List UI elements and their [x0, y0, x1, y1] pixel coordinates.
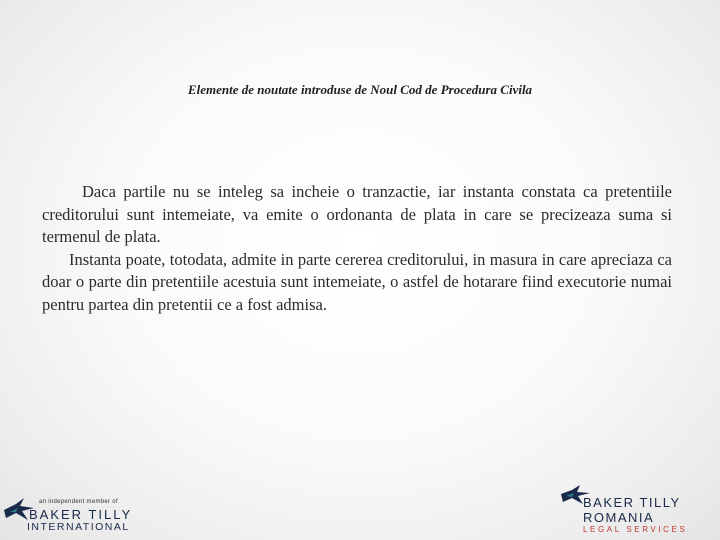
logo-right-line2: ROMANIA [583, 510, 655, 525]
paragraph-1: Daca partile nu se inteleg sa incheie o tranzactie, iar instanta constata ca pretentiile creditorului sunt intemeiate, va emite o ordonanta de plata in care se precizeaza suma si termenul de plata. [42, 182, 672, 246]
paragraph-2: Instanta poate, totodata, admite in parte cererea creditorului, in masura in care apreciaza ca doar o parte din pretentiile acestuia sunt intemeiate, o astfel de hotarare fiind executorie numai pentru partea din pretentii ce a fost admisa. [42, 249, 672, 314]
slide-body [42, 181, 672, 316]
logo-right-line3: LEGAL SERVICES [583, 525, 688, 534]
slide-title: Elemente de noutate introduse de Noul Cod de Procedura Civila [187, 82, 533, 97]
logo-left-line2: INTERNATIONAL [27, 521, 130, 533]
logo-right-line1: BAKER TILLY [583, 495, 681, 510]
baker-tilly-international-logo [0, 492, 133, 538]
member-text: an independent member of [39, 499, 118, 505]
baker-tilly-romania-logo [558, 482, 698, 540]
logo-left-line1: BAKER TILLY [29, 507, 133, 522]
